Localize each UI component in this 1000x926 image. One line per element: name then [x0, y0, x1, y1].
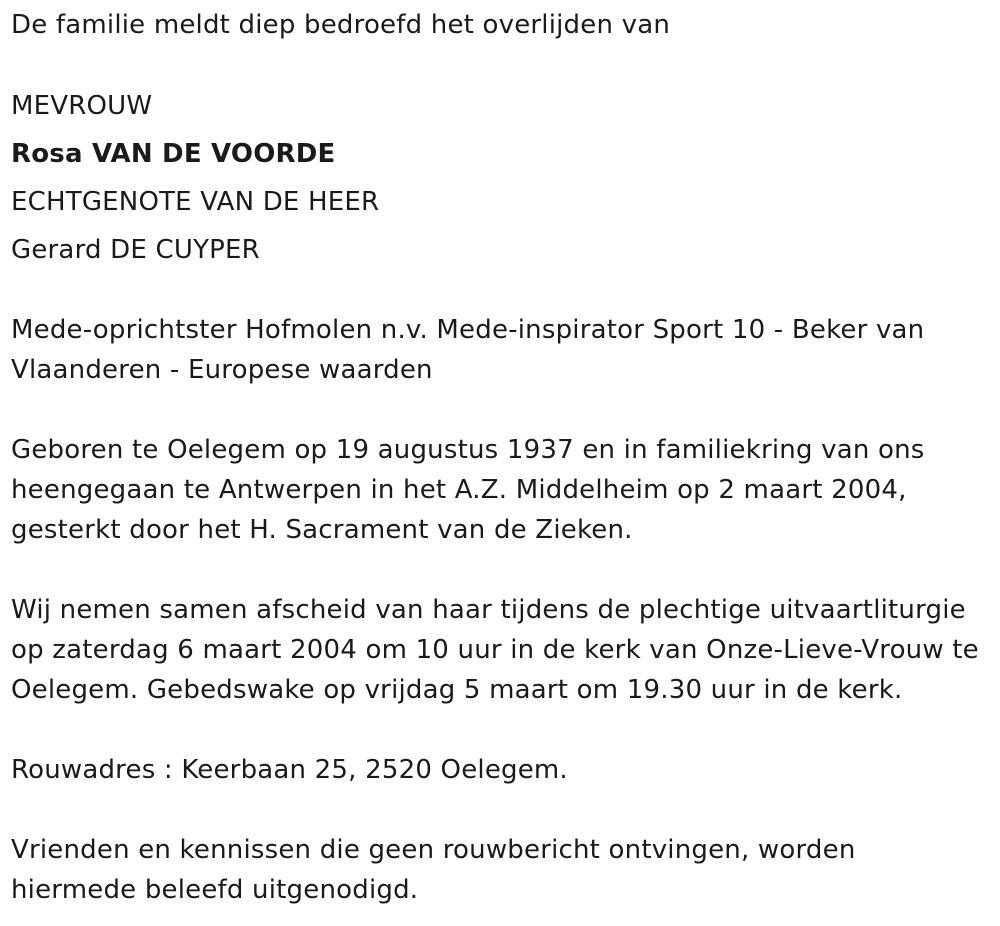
- birth-death-line: Geboren te Oelegem op 19 augustus 1937 en in familiekring van ons: [11, 435, 925, 465]
- funeral-line: Oelegem. Gebedswake op vrijdag 5 maart om 19.30 uur in de kerk.: [11, 675, 903, 705]
- roles-paragraph: [11, 310, 996, 390]
- intro-text: De familie meldt diep bedroefd het overlijden van: [11, 10, 671, 40]
- spouse-label: ECHTGENOTE VAN DE HEER: [11, 187, 380, 217]
- birth-death-line: gesterkt door het H. Sacrament van de Zieken.: [11, 515, 633, 545]
- funeral-line: op zaterdag 6 maart 2004 om 10 uur in de kerk van Onze-Lieve-Vrouw te: [11, 635, 979, 665]
- closing-line: Vrienden en kennissen die geen rouwbericht ontvingen, worden: [11, 835, 856, 865]
- title-text: MEVROUW: [11, 91, 153, 121]
- spouse-name: Gerard DE CUYPER: [11, 235, 260, 265]
- birth-death-paragraph: [11, 430, 996, 550]
- address-line: Rouwadres : Keerbaan 25, 2520 Oelegem.: [11, 755, 568, 785]
- closing-line: hiermede beleefd uitgenodigd.: [11, 875, 419, 905]
- address-paragraph: [11, 750, 996, 790]
- funeral-line: Wij nemen samen afscheid van haar tijdens de plechtige uitvaartliturgie: [11, 595, 966, 625]
- birth-death-line: heengegaan te Antwerpen in het A.Z. Middelheim op 2 maart 2004,: [11, 475, 907, 505]
- funeral-paragraph: [11, 590, 996, 710]
- closing-paragraph: [11, 830, 996, 910]
- deceased-name: Rosa VAN DE VOORDE: [11, 139, 336, 169]
- roles-line: Vlaanderen - Europese waarden: [11, 355, 433, 385]
- roles-line: Mede-oprichtster Hofmolen n.v. Mede-inspirator Sport 10 - Beker van: [11, 315, 925, 345]
